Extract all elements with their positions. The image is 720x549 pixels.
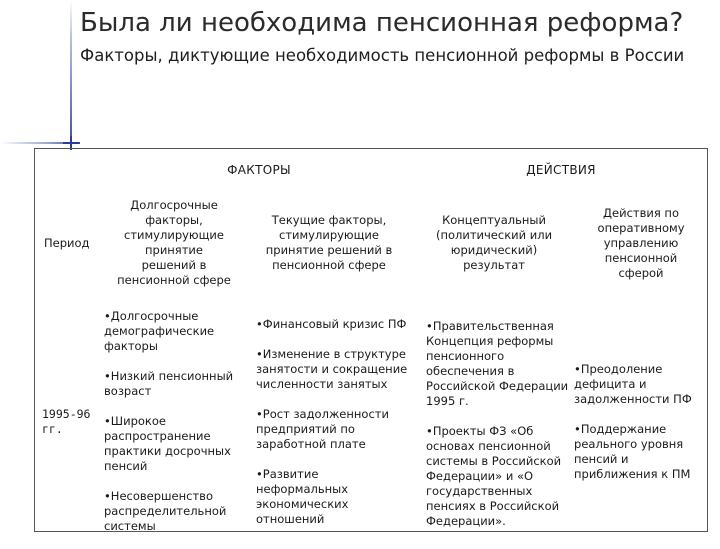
list-item: • Широкое распространение практики досрочных пенсий bbox=[104, 414, 244, 474]
current-cell bbox=[244, 294, 414, 549]
column-header-period: Период bbox=[44, 235, 90, 250]
column-header-current: Текущие факторы, стимулирующие принятие решений в пенсионной сфере bbox=[265, 213, 393, 272]
list-item: • Долгосрочные демографические факторы bbox=[104, 309, 244, 354]
factors-group-header: ФАКТОРЫ bbox=[227, 163, 291, 177]
column-header-conceptual: Концептуальный (политический или юридический) результат bbox=[435, 213, 553, 272]
factors-table bbox=[34, 148, 708, 549]
page-subtitle: Факторы, диктующие необходимость пенсионной реформы в России bbox=[80, 46, 685, 65]
long-term-cell bbox=[104, 294, 244, 549]
list-item: • Низкий пенсионный возраст bbox=[104, 369, 244, 399]
page-title: Была ли необходима пенсионная реформа? bbox=[80, 8, 684, 38]
period-cell: 1995-96 гг. bbox=[42, 406, 91, 436]
list-item: • Изменение в структуре занятости и сокращение численности занятых bbox=[256, 347, 414, 392]
list-item: • Развитие неформальных экономических отношений bbox=[256, 467, 414, 527]
actions-group-header: ДЕЙСТВИЯ bbox=[526, 163, 596, 177]
column-header-long-term: Долгосрочные факторы, стимулирующие принятие решений в пенсионной сфере bbox=[117, 198, 231, 287]
list-item: • Финансовый кризис ПФ bbox=[256, 317, 414, 332]
list-item: • Несовершенство распределительной системы bbox=[104, 489, 244, 534]
decor-vertical-line bbox=[70, 0, 72, 150]
list-item: • Проекты ФЗ «Об основах пенсионной системы в Российской Федерации» и «О государственных пенсиях в Российской Федерации». bbox=[426, 424, 574, 529]
list-item: • Рост задолженности предприятий по заработной плате bbox=[256, 407, 414, 452]
column-header-operational: Действия по оперативному управлению пенсионной сферой bbox=[597, 205, 685, 280]
list-item: • Правительственная Концепция реформы пенсионного обеспечения в Российской Федерации 1995 г. bbox=[426, 319, 574, 409]
operational-cell bbox=[574, 294, 708, 549]
conceptual-cell bbox=[414, 294, 574, 549]
list-item: • Поддержание реального уровня пенсий и приближения к ПМ bbox=[574, 422, 708, 482]
list-item: • Преодоление дефицита и задолженности ПФ bbox=[574, 362, 708, 407]
